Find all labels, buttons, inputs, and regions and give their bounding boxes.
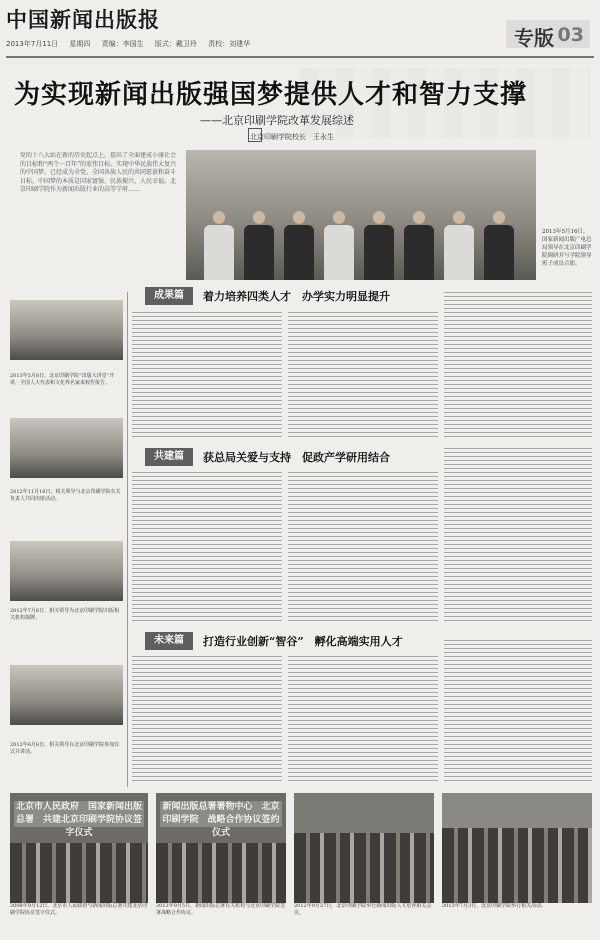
body-text-block [132, 312, 282, 440]
body-text-block [444, 292, 592, 440]
proofreader-credit: 责校：刘建华 [208, 40, 251, 48]
section-title-cooperation: 获总局关爱与支持 促政产学研用结合 [203, 451, 390, 464]
side-photo-4 [10, 665, 123, 725]
body-text-block [444, 448, 592, 624]
lead-paragraph: 党的十八大站在新的历史起点上，提出了全面建成小康社会的目标和“两个一百年”的宏伟目标。实现中华民族伟大复兴的中国梦，已经成为全党、全国各族人民的共同愿景和奋斗目标。中国梦的本质是国家富强、民族振兴、人民幸福。北京印刷学院作为新闻出版行业的高等学府…… [20, 152, 177, 193]
issue-meta [6, 39, 259, 49]
side-photo-2 [10, 418, 123, 478]
section-tag [506, 20, 590, 48]
side-caption-3: 2012年7月6日，相关领导为北京印刷学院出版相关机构揭牌。 [10, 608, 120, 621]
issue-weekday: 星期四 [69, 40, 91, 48]
bottom-caption-4: 2013年7月3日，北京印刷学院举行相关活动。 [442, 903, 547, 909]
main-photo-caption: 2013年5月16日，国家新闻出版广电总局领导在北京印刷学院调研并与学院领导班子成员合影。 [542, 229, 592, 267]
bottom-photo-1 [10, 793, 148, 903]
body-text-block [132, 656, 282, 784]
bottom-photo-3 [294, 793, 434, 903]
main-group-photo [186, 150, 536, 280]
issue-date: 2013年7月11日 [6, 40, 59, 48]
column-rule [127, 292, 128, 787]
section-tag-cooperation: 共建篇 [145, 448, 193, 466]
section-tag-achievements: 成果篇 [145, 287, 193, 305]
masthead-rule [6, 56, 594, 58]
body-text-block [288, 312, 438, 440]
bottom-caption-1: 2008年9月12日，北京市人民政府与新闻出版总署共建北京印刷学院协议签字仪式。 [10, 903, 148, 916]
section-label: 专版 [514, 26, 554, 50]
bottom-photo-4 [442, 793, 592, 903]
page-number: 03 [557, 24, 584, 46]
bottom-caption-2: 2012年9月5日，新闻出版总署有关机构与北京印刷学院签署战略合作协议。 [156, 903, 286, 916]
section-title-achievements: 着力培养四类人才 办学实力明显提升 [203, 290, 390, 303]
section-tag-future: 未来篇 [145, 632, 193, 650]
body-text-block [288, 472, 438, 624]
bottom-banner-2: 新闻出版总署署物中心 北京印刷学院 战略合作协议签约仪式 [160, 801, 282, 827]
subheadline: ——北京印刷学院改革发展综述 [200, 114, 354, 127]
layout-credit: 版式：戴卫玲 [154, 40, 197, 48]
byline: 北京印刷学院校长 王永生 [250, 133, 334, 141]
side-caption-1: 2013年5月8日，北京印刷学院“出版大讲堂”开讲，全国人大代表和文化界名家来校作报告。 [10, 373, 115, 386]
body-text-block [444, 640, 592, 784]
side-caption-4: 2012年6月8日，相关领导在北京印刷学院参加仪式并讲话。 [10, 742, 120, 755]
headline: 为实现新闻出版强国梦提供人才和智力支撑 [14, 80, 528, 110]
body-text-block [288, 656, 438, 784]
side-caption-2: 2012年11月18日，相关领导与北京印刷学院有关负责人共同出席活动。 [10, 489, 121, 502]
masthead [0, 0, 600, 58]
side-photo-1 [10, 300, 123, 360]
bottom-caption-3: 2012年9月27日，北京印刷学院举行新闻出版人才培养相关会议。 [294, 903, 432, 916]
side-photo-3 [10, 541, 123, 601]
body-text-block [132, 472, 282, 624]
section-title-future: 打造行业创新“智谷” 孵化高端实用人才 [203, 635, 403, 648]
bottom-banner-1: 北京市人民政府 国家新闻出版总署 共建北京印刷学院协议签字仪式 [15, 802, 142, 838]
bottom-photo-2 [156, 793, 286, 903]
editor-credit: 责编：李国生 [101, 40, 144, 48]
paper-name: 中国新闻出版报 [6, 7, 160, 32]
